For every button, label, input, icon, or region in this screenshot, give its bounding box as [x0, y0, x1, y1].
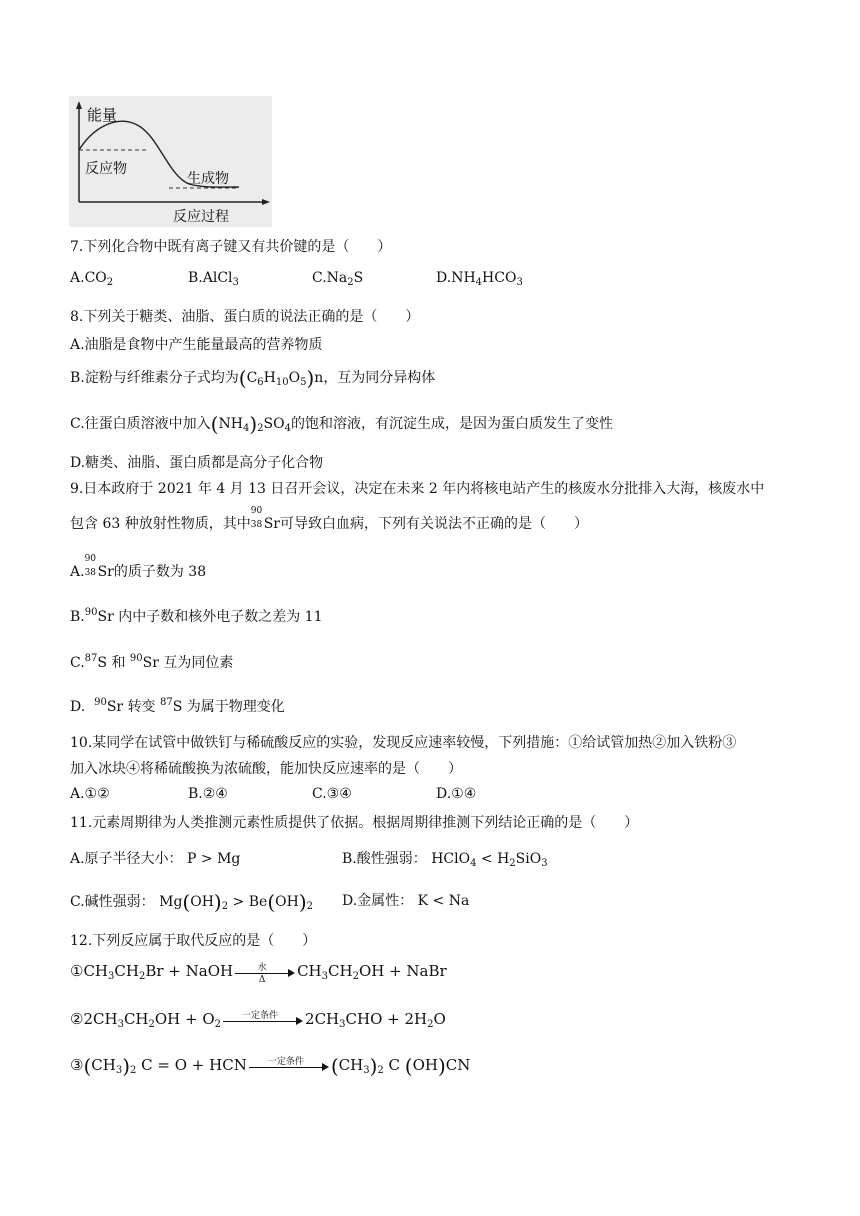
r3-cond: 一定条件: [267, 1057, 304, 1067]
q9-option-c: C.$^{87}$S 和 $^{90}$Sr 互为同位素: [70, 653, 234, 671]
q9-a-label: A.: [70, 564, 85, 580]
product-label: 生成物: [187, 171, 229, 187]
q11-option-c: C.碱性强弱： $Mg(OH)_2 > Be(OH)_2$: [70, 890, 314, 914]
q9-c-post: 互为同位素: [163, 655, 234, 671]
q8-option-d: D.糖类、油脂、蛋白质都是高分子化合物: [70, 455, 324, 471]
q10-option-b: B.②④: [188, 786, 228, 802]
reaction-arrow: [249, 1059, 329, 1073]
q9-c-label: C.: [70, 655, 85, 671]
q7-option-b: B.AlCl$_3$: [188, 270, 239, 288]
q10-option-c: C.③④: [312, 786, 352, 802]
q11-option-d: D.金属性： K < Na: [342, 893, 470, 909]
q12-stem: 12.下列反应属于取代反应的是（ ）: [70, 933, 317, 949]
q9-b-post: 内中子数和核外电子数之差为 11: [118, 609, 323, 625]
q9-d-label: D.: [70, 699, 86, 715]
y-axis-label: 能量: [87, 106, 118, 124]
q10-option-d: D.①④: [436, 786, 477, 802]
q8-c-post: 的饱和溶液，有沉淀生成，是因为蛋白质发生了变性: [290, 416, 613, 432]
q8-c-pre: C.往蛋白质溶液中加入: [70, 416, 211, 432]
reaction-arrow: [235, 963, 295, 985]
q9-d-mid: 转变: [127, 699, 156, 715]
q11-stem: 11.元素周期律为人类推测元素性质提供了依据。根据周期律推测下列结论正确的是（ ）: [70, 815, 639, 831]
q10-line2: 加入冰块④将稀硫酸换为浓硫酸，能加快反应速率的是（ ）: [70, 761, 462, 777]
q11-d-text: D.金属性：: [342, 893, 414, 909]
q8-option-c: C.往蛋白质溶液中加入$(NH_4)_2SO_4$的饱和溶液，有沉淀生成，是因为蛋白质发生了变性: [70, 412, 613, 436]
r1-cond-dn: Δ: [258, 975, 266, 985]
q11-b-text: B.酸性强弱：: [342, 851, 427, 867]
q10-option-a: A.①②: [70, 786, 110, 802]
q8-b-post: ，互为同分异构体: [323, 370, 436, 386]
q9-line1: 9.日本政府于 2021 年 4 月 13 日召开会议，决定在未来 2 年内将核电站产生的核废水分批排入大海，核废水中: [70, 481, 765, 497]
q9-line2: 包含 63 种放射性物质，其中 90 38 Sr可导致白血病，下列有关说法不正确的是（ ）: [70, 506, 589, 532]
q11-a-text: A.原子半径大小：: [70, 851, 183, 867]
q10-line1: 10.某同学在试管中做铁钉与稀硫酸反应的实验，发现反应速率较慢，下列措施：①给试管加热②加入铁粉③: [70, 735, 737, 751]
q7-a-label: A.: [70, 270, 85, 286]
q9-option-d: D. $^{90}$Sr 转变 $^{87}$S 为属于物理变化: [70, 697, 285, 715]
x-axis-label: 反应过程: [173, 209, 229, 225]
q7-c-label: C.: [312, 270, 327, 286]
reaction-arrow: [223, 1013, 303, 1027]
q11-option-a: A.原子半径大小： P > Mg: [70, 851, 241, 867]
q8-stem: 8.下列关于糖类、油脂、蛋白质的说法正确的是（ ）: [70, 309, 420, 325]
q9-line2-pre: 包含 63 种放射性物质，其中: [70, 516, 251, 532]
q7-b-label: B.: [188, 270, 203, 286]
q8-option-a: A.油脂是食物中产生能量最高的营养物质: [70, 337, 323, 353]
q7-option-c: $C.Na_2S$: [312, 270, 364, 288]
reactant-label: 反应物: [85, 161, 127, 177]
q7-d-label: D.: [436, 270, 452, 286]
q9-option-a: A. 90 38 Sr的质子数为 38: [70, 554, 207, 580]
q9-a-post: 的质子数为 38: [113, 564, 207, 580]
q11-option-b: B.酸性强弱： HClO$_4$ < $H_2SiO_3$: [342, 851, 548, 869]
q11-c-text: C.碱性强弱：: [70, 894, 155, 910]
q12-reaction-1: $①CH_3CH_2Br$ + NaOH 水 Δ $CH_3CH_2OH$ + NaBr: [70, 962, 447, 985]
r2-cond: 一定条件: [242, 1011, 279, 1021]
q9-d-post: 为属于物理变化: [186, 699, 285, 715]
q9-option-b: B.$^{90}$Sr 内中子数和核外电子数之差为 11: [70, 607, 323, 625]
energy-diagram-figure: [69, 96, 272, 227]
q8-b-pre: B.淀粉与纤维素分子式均为: [70, 370, 239, 386]
q12-reaction-2: $②2CH_3CH_2OH + O_2$ 一定条件 $2CH_3CHO + 2H_2O$: [70, 1010, 446, 1030]
q8-option-b: B.淀粉与纤维素分子式均为$(C_6H_{10}O_5)n$，互为同分异构体: [70, 366, 436, 390]
q7-stem: 7.下列化合物中既有离子键又有共价键的是（ ）: [70, 239, 392, 255]
q9-b-label: B.: [70, 609, 85, 625]
q9-c-mid: 和: [111, 655, 126, 671]
q9-line2-post: 可导致白血病，下列有关说法不正确的是（ ）: [280, 516, 589, 532]
q12-reaction-3: $③(CH_3)_2$ C = O + HCN 一定条件 $(CH_3)_2$ C (OH)CN: [70, 1054, 471, 1078]
r1-cond-up: 水: [257, 963, 267, 973]
q7-option-a: $A.CO_2$: [70, 270, 114, 288]
q7-option-d: $D.NH_4HCO_3$: [436, 270, 523, 288]
